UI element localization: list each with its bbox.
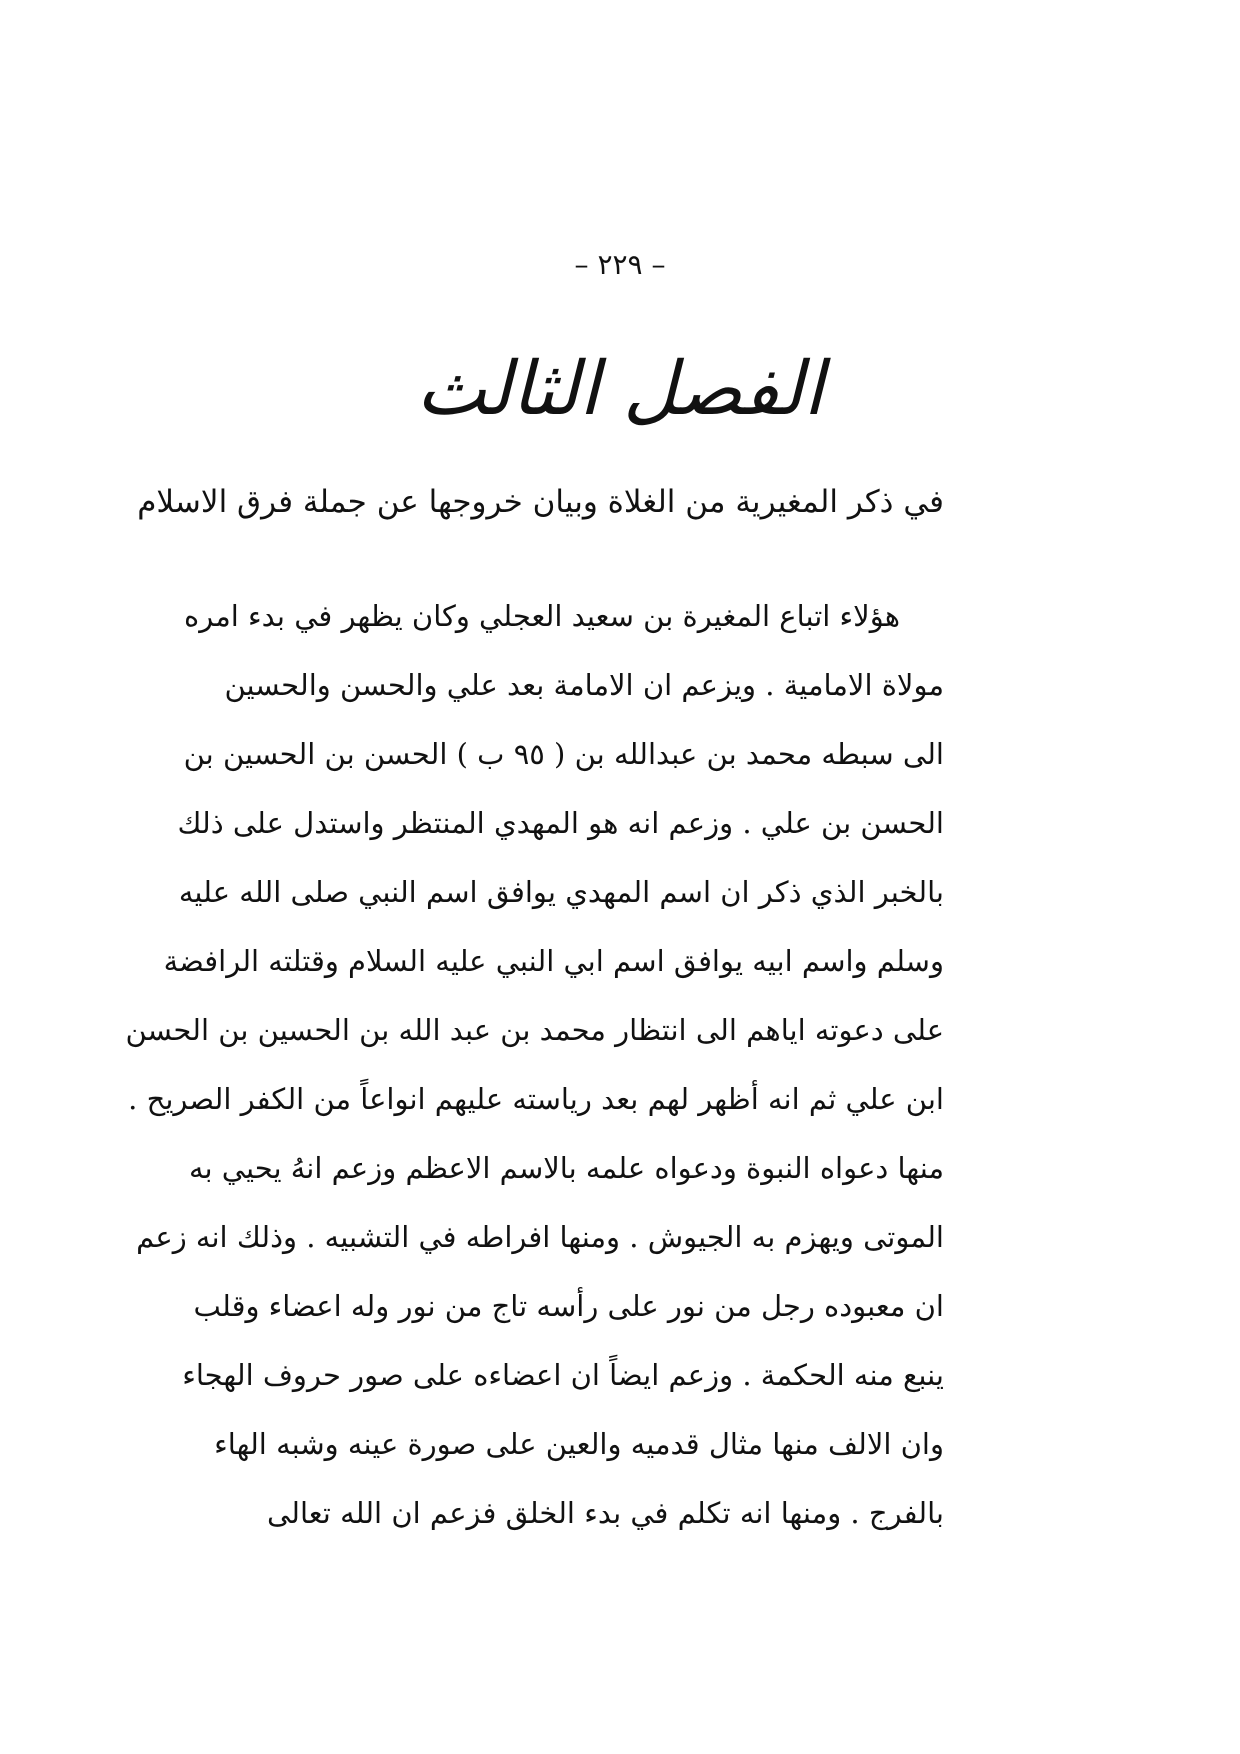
text-line: مولاة الامامية . ويزعم ان الامامة بعد علي والحسن والحسين [224,668,944,702]
text-line: على دعوته اياهم الى انتظار محمد بن عبد الله بن الحسين بن الحسن [125,1013,944,1047]
chapter-title: الفصل الثالث [416,346,824,432]
text-line: منها دعواه النبوة ودعواه علمه بالاسم الاعظم وزعم انهُ يحيي به [188,1151,944,1185]
text-line: ينبع منه الحكمة . وزعم ايضاً ان اعضاءه على صور حروف الهجاء [182,1358,944,1392]
text-line: وسلم واسم ابيه يوافق اسم ابي النبي عليه السلام وقتلته الرافضة [163,944,944,978]
text-line: الحسن بن علي . وزعم انه هو المهدي المنتظر واستدل على ذلك [177,806,944,840]
text-line: هؤلاء اتباع المغيرة بن سعيد العجلي وكان يظهر في بدء امره [184,599,900,633]
chapter-subtitle: في ذكر المغيرية من الغلاة وبيان خروجها عن جملة فرق الاسلام [137,484,944,520]
text-line: بالخبر الذي ذكر ان اسم المهدي يوافق اسم النبي صلى الله عليه [178,875,944,909]
text-line: الى سبطه محمد بن عبدالله بن ( ٩٥ ب ) الحسن بن الحسين بن [183,737,944,771]
text-line: بالفرج . ومنها انه تكلم في بدء الخلق فزعم ان الله تعالى [266,1496,944,1530]
text-line: ابن علي ثم انه أظهر لهم بعد رياسته عليهم انواعاً من الكفر الصريح . [128,1082,944,1116]
page-number: – ٢٢٩ – [574,248,666,281]
text-line: الموتى ويهزم به الجيوش . ومنها افراطه في التشبيه . وذلك انه زعم [136,1220,944,1254]
body-text [125,582,944,1548]
text-line: وان الالف منها مثال قدميه والعين على صورة عينه وشبه الهاء [214,1427,944,1461]
text-line: ان معبوده رجل من نور على رأسه تاج من نور وله اعضاء وقلب [193,1289,944,1323]
